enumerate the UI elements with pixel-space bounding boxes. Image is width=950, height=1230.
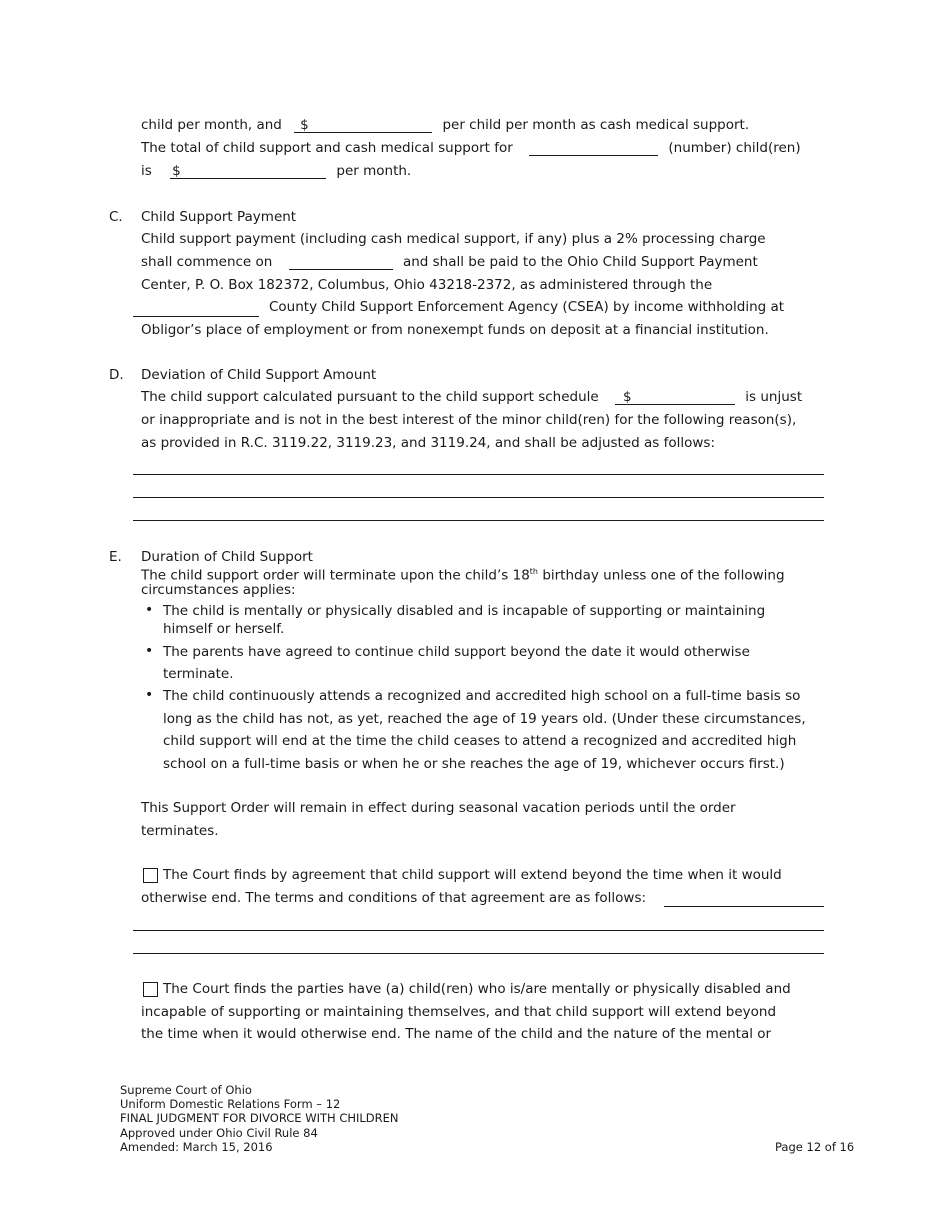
bullet2-line2: terminate. [163, 666, 234, 682]
disabled-child-checkbox[interactable] [143, 982, 158, 997]
text: per month. [336, 163, 412, 179]
bullet1-line2: himself or herself. [163, 621, 285, 637]
agreement-terms-line[interactable] [133, 930, 824, 931]
county-name-field[interactable] [133, 316, 259, 317]
bullet3-line4: school on a full-time basis or when he or she reaches the age of 19, whichever occurs first.) [163, 756, 785, 772]
section-e-letter: E. [109, 549, 122, 565]
total-amount-field[interactable] [170, 163, 326, 179]
dollar-sign: $ [623, 389, 632, 405]
text: shall commence on [141, 254, 273, 270]
section-c-letter: C. [109, 209, 123, 225]
footer-amended: Amended: March 15, 2016 [120, 1140, 273, 1154]
section-c-line4: County Child Support Enforcement Agency (CSEA) by income withholding at [269, 299, 785, 315]
bullet-icon: • [145, 643, 154, 659]
seasonal-line2: terminates. [141, 823, 219, 839]
section-c-line2 [141, 254, 758, 270]
check2-line1: The Court finds the parties have (a) child(ren) who is/are mentally or physically disabled and [163, 981, 791, 997]
total-support-line [141, 140, 801, 156]
section-d-line1 [141, 389, 802, 405]
section-d-line2: or inappropriate and is not in the best interest of the minor child(ren) for the following reason(s), [141, 412, 797, 428]
schedule-amount-field[interactable] [615, 389, 735, 405]
bullet1-line1: The child is mentally or physically disabled and is incapable of supporting or maintaining [163, 603, 766, 619]
deviation-reason-line[interactable] [133, 520, 824, 521]
seasonal-line1: This Support Order will remain in effect during seasonal vacation periods until the order [141, 800, 736, 816]
footer-approved: Approved under Ohio Civil Rule 84 [120, 1126, 318, 1140]
section-d-heading: Deviation of Child Support Amount [141, 367, 377, 383]
agreement-checkbox[interactable] [143, 868, 158, 883]
text: child per month, and [141, 117, 282, 133]
bullet3-line2: long as the child has not, as yet, reached the age of 19 years old. (Under these circumstances, [163, 711, 806, 727]
check1-line2: otherwise end. The terms and conditions of that agreement are as follows: [141, 890, 647, 906]
bullet-icon: • [145, 687, 154, 703]
check2-line2: incapable of supporting or maintaining themselves, and that child support will extend beyond [141, 1004, 777, 1020]
text: is unjust [745, 389, 803, 405]
cash-medical-line [141, 117, 749, 133]
text: The child support calculated pursuant to the child support schedule [141, 389, 599, 405]
superscript: th [529, 567, 539, 576]
text: The child support order will terminate upon the child’s 18 [141, 567, 530, 584]
footer-form: Uniform Domestic Relations Form – 12 [120, 1097, 341, 1111]
bullet2-line1: The parents have agreed to continue child support beyond the date it would otherwise [163, 644, 750, 660]
section-c-line5: Obligor’s place of employment or from nonexempt funds on deposit at a financial institution. [141, 322, 769, 338]
bullet-icon: • [145, 602, 154, 618]
agreement-terms-field[interactable] [664, 906, 824, 907]
section-c-line1: Child support payment (including cash medical support, if any) plus a 2% processing charge [141, 231, 766, 247]
text: (number) child(ren) [668, 140, 801, 156]
check1-line1: The Court finds by agreement that child support will extend beyond the time when it would [163, 867, 782, 883]
text: is [141, 163, 152, 179]
page-number: Page 12 of 16 [775, 1140, 855, 1154]
section-e-intro-cont: circumstances applies: [141, 582, 296, 598]
footer-court: Supreme Court of Ohio [120, 1083, 252, 1097]
section-d-line3: as provided in R.C. 3119.22, 3119.23, and 3119.24, and shall be adjusted as follows: [141, 435, 716, 451]
dollar-sign: $ [172, 163, 181, 179]
text: per child per month as cash medical support. [442, 117, 750, 133]
cash-medical-amount-field[interactable] [294, 117, 432, 133]
dollar-sign: $ [300, 117, 309, 133]
text: and shall be paid to the Ohio Child Support Payment [402, 254, 758, 270]
text: The total of child support and cash medical support for [141, 140, 513, 156]
footer-title: FINAL JUDGMENT FOR DIVORCE WITH CHILDREN [120, 1111, 399, 1125]
section-c-line3: Center, P. O. Box 182372, Columbus, Ohio 43218-2372, as administered through the [141, 277, 713, 293]
bullet3-line3: child support will end at the time the child ceases to attend a recognized and accredited high [163, 733, 797, 749]
agreement-terms-line[interactable] [133, 953, 824, 954]
section-c-heading: Child Support Payment [141, 209, 297, 225]
check2-line3: the time when it would otherwise end. The name of the child and the nature of the mental or [141, 1026, 772, 1042]
section-d-letter: D. [109, 367, 124, 383]
deviation-reason-line[interactable] [133, 474, 824, 475]
commence-date-field[interactable] [289, 254, 393, 270]
section-e-heading: Duration of Child Support [141, 549, 313, 565]
number-of-children-field[interactable] [529, 140, 658, 156]
text: birthday unless one of the following [542, 567, 785, 584]
total-per-month-line [141, 163, 411, 179]
deviation-reason-line[interactable] [133, 497, 824, 498]
bullet3-line1: The child continuously attends a recognized and accredited high school on a full-time basis so [163, 688, 801, 704]
